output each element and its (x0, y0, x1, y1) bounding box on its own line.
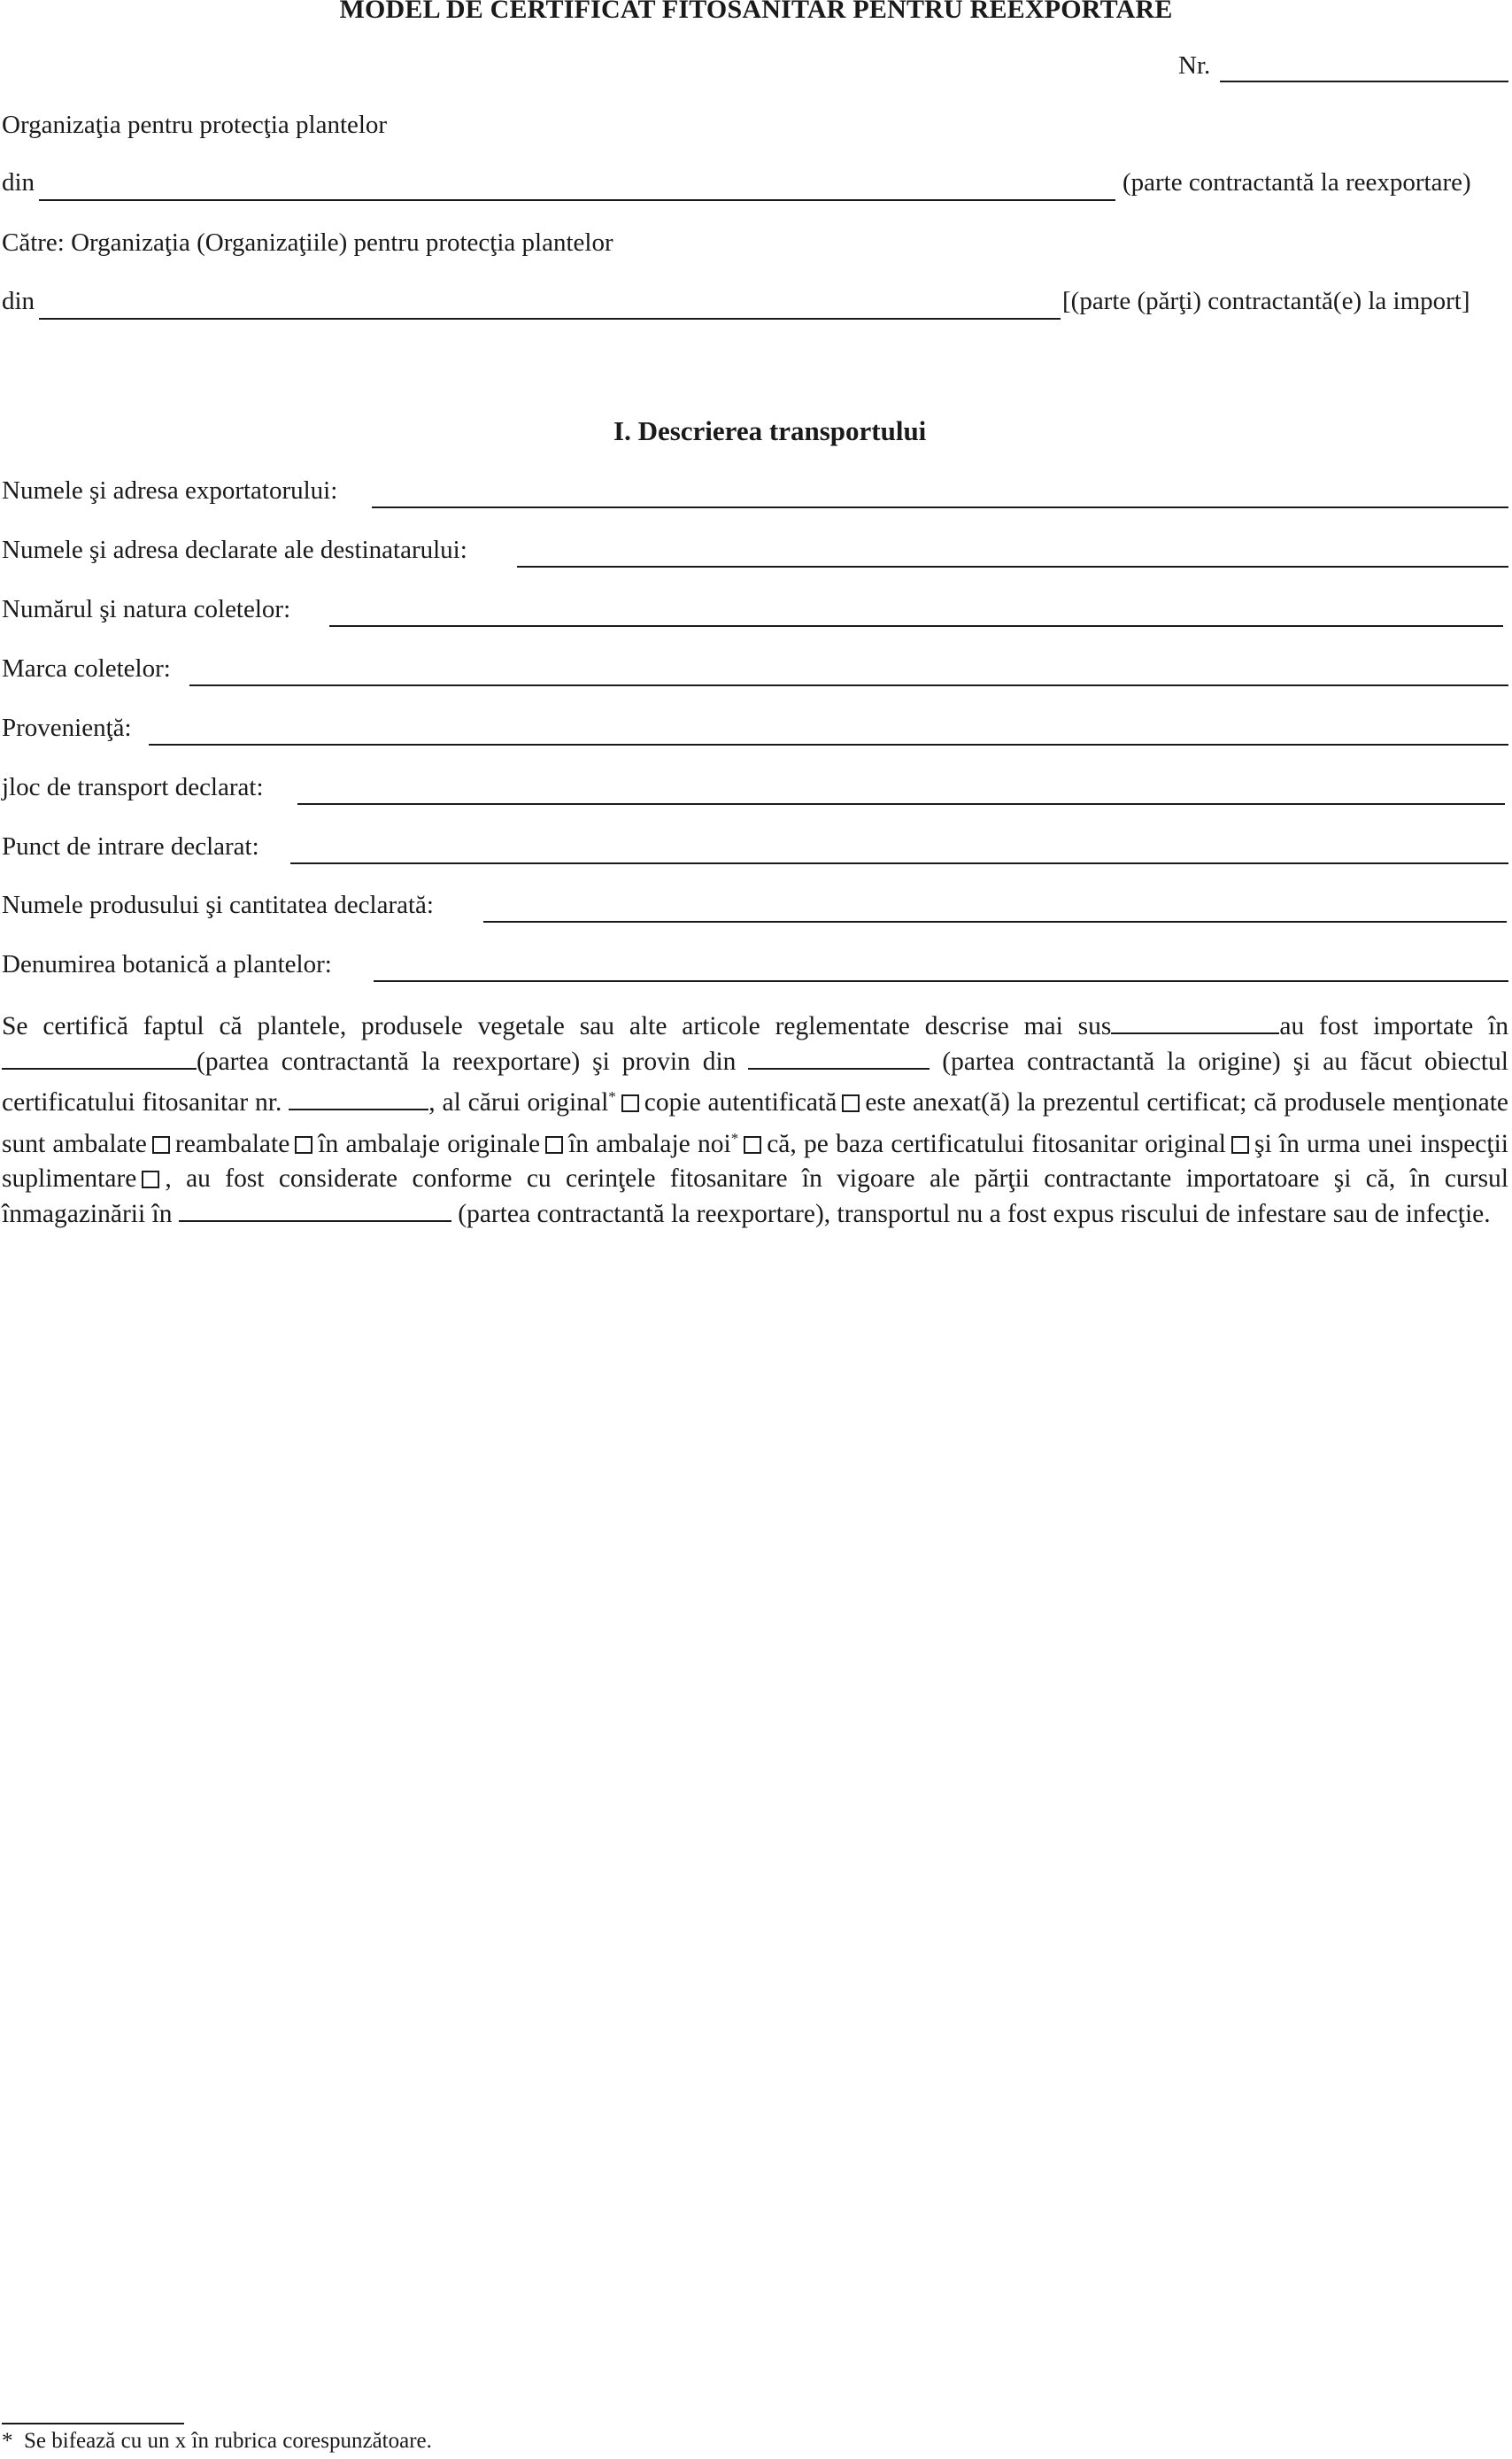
checkbox-original-containers[interactable] (545, 1136, 563, 1154)
field-line-packages[interactable] (329, 625, 1503, 627)
field-label-transport: jloc de transport declarat: (2, 773, 264, 801)
blank-reexport-party[interactable] (2, 1046, 197, 1070)
blank-imported-into[interactable] (1111, 1010, 1279, 1034)
checkbox-new-containers[interactable] (744, 1136, 761, 1154)
field-label-exporter: Numele şi adresa exportatorului: (2, 476, 338, 505)
footnote: * Se bifează cu un x în rubrica corespunzătoare. (2, 2429, 432, 2453)
din-label-importer: din (2, 287, 35, 315)
importer-country-field[interactable] (39, 318, 1061, 320)
field-line-exporter[interactable] (372, 506, 1508, 508)
field-line-product[interactable] (483, 921, 1507, 923)
field-line-entry-point[interactable] (290, 862, 1508, 864)
field-line-marks[interactable] (189, 684, 1508, 686)
document-title: MODEL DE CERTIFICAT FITOSANITAR PENTRU REEXPORTARE (339, 0, 1173, 24)
checkbox-certified-copy[interactable] (842, 1094, 860, 1112)
checkbox-repacked[interactable] (295, 1136, 312, 1154)
checkbox-additional-inspection[interactable] (142, 1171, 159, 1188)
blank-storage-party[interactable] (179, 1198, 451, 1222)
field-label-botanical: Denumirea botanică a plantelor: (2, 950, 332, 978)
import-note: [(parte (părţi) contractantă(e) la import] (1062, 287, 1470, 315)
field-label-packages: Numărul şi natura coletelor: (2, 595, 291, 623)
field-label-entry-point: Punct de intrare declarat: (2, 832, 259, 861)
nr-label: Nr. (1178, 51, 1211, 80)
to-label: Către: Organizaţia (Organizaţiile) pentru protecţia plantelor (2, 228, 613, 257)
field-label-origin: Provenienţă: (2, 714, 132, 742)
field-label-consignee: Numele şi adresa declarate ale destinatarului: (2, 536, 467, 564)
field-line-transport[interactable] (297, 803, 1505, 805)
nr-field[interactable] (1220, 81, 1508, 82)
field-label-product: Numele produsului şi cantitatea declarată: (2, 891, 434, 919)
footnote-divider (2, 2423, 184, 2424)
reexport-note: (parte contractantă la reexportare) (1122, 168, 1471, 197)
section-heading: I. Descrierea transportului (613, 415, 927, 446)
field-line-consignee[interactable] (517, 566, 1508, 568)
field-label-marks: Marca coletelor: (2, 654, 171, 683)
checkbox-packed[interactable] (152, 1136, 170, 1154)
certification-paragraph: Se certifică faptul că plantele, produsele vegetale sau alte articole reglementate descrise mai sus au fost importate în (partea contractantă la reexportare) şi provin din (partea contractantă la origine) şi au făcut obiectul certificatului fitosanitar nr. , al cărui original* copie autentificată este anexat(ă) la prezentul certificat; că produsele menţionate sunt ambalate reambalate în ambalaje originale în ambalaje noi* că, pe baza certificatului fitosanitar original şi în urma unei inspecţii suplimentare , au fost considerate conforme cu cerinţele fitosanitare în vigoare ale părţii contractante importatoare şi că, în cursul înmagazinării în (partea contractantă la reexportare), transportul nu a fost expus riscului de infestare sau de infecţie. (2, 1012, 1509, 1228)
field-line-origin[interactable] (149, 744, 1508, 746)
exporter-country-field[interactable] (39, 199, 1115, 201)
blank-origin-party[interactable] (748, 1046, 930, 1070)
org-label: Organizaţia pentru protecţia plantelor (2, 111, 388, 139)
din-label-exporter: din (2, 168, 35, 197)
checkbox-original[interactable] (621, 1094, 639, 1112)
field-line-botanical[interactable] (374, 980, 1508, 982)
blank-certificate-number[interactable] (289, 1086, 428, 1110)
checkbox-original-certificate[interactable] (1231, 1136, 1249, 1154)
